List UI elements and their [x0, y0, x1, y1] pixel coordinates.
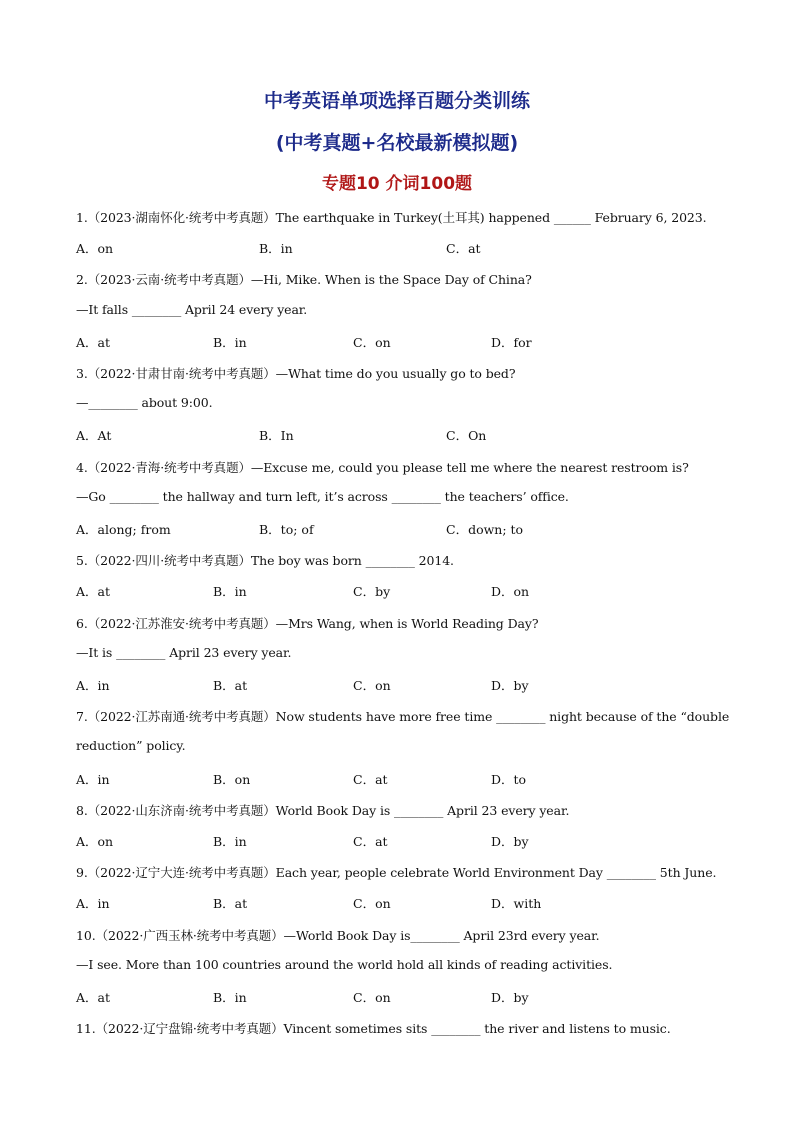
answer-option: C．on [353, 990, 391, 1005]
answer-option: C．down; to [446, 522, 524, 537]
answer-option: A．at [76, 990, 111, 1005]
question-text: 2.（2023·云南·统考中考真题）—Hi, Mike. When is the Space Day of China? [76, 272, 532, 288]
answer-option: A．on [76, 834, 114, 849]
question-text: —It is ________ April 23 every year. [76, 644, 292, 660]
answer-option: D．on [491, 584, 530, 600]
page-subtitle: (中考真题+名校最新模拟题) [275, 132, 519, 154]
answer-option: B．in [213, 584, 247, 600]
answer-option: B．in [259, 241, 293, 257]
answer-option: B．In [259, 428, 294, 444]
answer-option: D．by [491, 834, 529, 849]
answer-option: B．in [213, 834, 247, 849]
answer-option: A．in [76, 771, 110, 787]
question-text: —Go ________ the hallway and turn left, it’s across ________ the teachers’ office. [76, 488, 569, 504]
question-text: reduction” policy. [76, 738, 186, 754]
question-text: 1.（2023·湖南怀化·统考中考真题）The earthquake in Turkey(土耳其) happened ______ February 6, 2023. [76, 210, 707, 225]
answer-option: D．to [491, 771, 527, 787]
answer-option: C．at [353, 834, 388, 849]
answer-option: B．in [213, 990, 247, 1005]
page-title: 中考英语单项选择百题分类训练 [263, 90, 530, 112]
question-text: 5.（2022·四川·统考中考真题）The boy was born ________ 2014. [76, 553, 454, 569]
answer-option: C．by [353, 584, 391, 600]
answer-option: C．at [446, 241, 481, 257]
answer-option: D．by [491, 678, 529, 693]
question-text: —________ about 9:00. [76, 395, 213, 411]
answer-option: A．on [76, 241, 114, 257]
question-text: 4.（2022·青海·统考中考真题）—Excuse me, could you please tell me where the nearest restroom is? [76, 459, 689, 475]
question-text: 8.（2022·山东济南·统考中考真题）World Book Day is ________ April 23 every year. [76, 802, 570, 818]
answer-option: D．with [491, 896, 542, 912]
answer-option: B．to; of [259, 522, 314, 537]
answer-option: A．At [76, 428, 112, 444]
answer-option: B．on [213, 771, 251, 787]
topic-heading: 专题10 介词100题 [321, 174, 473, 194]
answer-option: A．at [76, 584, 111, 600]
question-text: 11.（2022·辽宁盘锦·统考中考真题）Vincent sometimes sits ________ the river and listens to music. [76, 1021, 671, 1037]
answer-option: B．in [213, 334, 247, 350]
answer-option: C．On [446, 428, 487, 444]
answer-option: C．at [353, 771, 388, 787]
question-text: 10.（2022·广西玉林·统考中考真题）—World Book Day is________ April 23rd every year. [76, 927, 600, 943]
answer-option: B．at [213, 896, 248, 912]
question-text: —It falls ________ April 24 every year. [76, 301, 308, 317]
question-text: 9.（2022·辽宁大连·统考中考真题）Each year, people celebrate World Environment Day ________ 5th June. [76, 865, 717, 881]
question-text: 6.（2022·江苏淮安·统考中考真题）—Mrs Wang, when is World Reading Day? [76, 615, 539, 631]
answer-option: A．along; from [76, 522, 171, 537]
answer-option: C．on [353, 678, 391, 693]
question-text: —I see. More than 100 countries around the world hold all kinds of reading activities. [76, 956, 613, 972]
answer-option: B．at [213, 678, 248, 693]
answer-option: A．in [76, 678, 110, 693]
question-text: 3.（2022·甘肃甘南·统考中考真题）—What time do you usually go to bed? [76, 366, 516, 381]
answer-option: A．at [76, 334, 111, 350]
answer-option: C．on [353, 334, 391, 350]
answer-option: A．in [76, 896, 110, 912]
answer-option: D．by [491, 990, 529, 1005]
question-text: 7.（2022·江苏南通·统考中考真题）Now students have more free time ________ night because of the “double [76, 709, 730, 725]
answer-option: D．for [491, 334, 532, 350]
answer-option: C．on [353, 896, 391, 912]
